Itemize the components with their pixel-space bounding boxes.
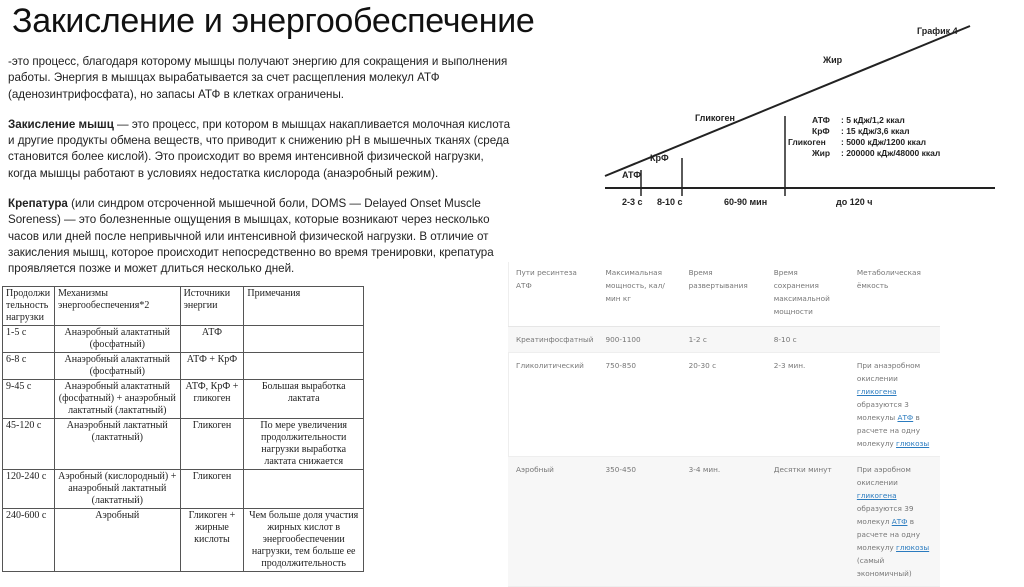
table-cell: Анаэробный лактатный (лактатный) [54, 419, 180, 470]
capacity-cell [849, 353, 940, 457]
table-cell: 8-10 с [766, 327, 849, 353]
table-cell: 6-8 с [3, 353, 55, 380]
table-cell: Гликолитический [508, 353, 598, 457]
header-cell: Метаболическая ёмкость [849, 262, 940, 327]
table-cell: 2-3 мин. [766, 353, 849, 457]
table-cell [849, 327, 940, 353]
term-krepatura: Крепатура [8, 197, 68, 211]
table-cell [244, 470, 364, 509]
header-cell: Источники энергии [180, 287, 244, 326]
header-cell: Время сохранения максимальной мощности [766, 262, 849, 327]
energy-mechanisms-table [2, 286, 364, 572]
capacity-text: молекул [856, 517, 892, 526]
table-row [3, 470, 364, 509]
capacity-text: образуются 3 [856, 400, 909, 409]
term-acidification: Закисление мышц [8, 117, 114, 131]
atp-link[interactable]: АТФ [891, 517, 908, 526]
capacity-text: расчете на одну [856, 530, 921, 539]
table-header-row [508, 262, 940, 327]
legend-name: КрФ [812, 126, 830, 136]
table-row [508, 327, 940, 353]
table-cell: Аэробный [54, 509, 180, 572]
curve-label-glycogen: Гликоген [695, 113, 735, 123]
table-cell: 350-450 [598, 457, 681, 587]
table-cell: 750-850 [598, 353, 681, 457]
x-tick: 60-90 мин [724, 197, 768, 207]
header-cell: Время развертывания [681, 262, 766, 327]
capacity-line [857, 385, 936, 398]
table-cell: Анаэробный алактатный (фосфатный) [54, 353, 180, 380]
legend-name: АТФ [812, 115, 830, 125]
intro-paragraph-2-text: — это процесс, при котором в мышцах накапливается молочная кислота и другие продукты обмена веществ, что приводит к снижению pH в мышечных тканях (среда становится более кислой). Это происходит во время интенсивной физической нагрузки, когда мышцы работают в условиях недостатка кислорода (анаэробный режим). [8, 117, 511, 180]
table-row [3, 419, 364, 470]
legend-value: : 5 кДж/1,2 ккал [841, 115, 905, 125]
table-cell: Десятки минут [766, 457, 849, 587]
capacity-line [857, 528, 936, 541]
table-cell: Анаэробный алактатный (фосфатный) [54, 326, 180, 353]
glycogen-link[interactable]: гликогена [856, 387, 897, 396]
table-cell [244, 326, 364, 353]
table-cell: АТФ [180, 326, 244, 353]
table-cell: 45-120 с [3, 419, 55, 470]
table-cell: 20-30 с [681, 353, 766, 457]
legend-value: : 200000 кДж/48000 ккал [841, 148, 941, 158]
capacity-line [857, 554, 936, 567]
table-cell: Анаэробный алактатный (фосфатный) + анаэробный лактатный (лактатный) [54, 380, 180, 419]
table-row [508, 353, 940, 457]
table-cell: Аэробный [508, 457, 598, 587]
x-tick: 8-10 с [657, 197, 683, 207]
legend-name: Гликоген [788, 137, 826, 147]
graph-label: График 4 [917, 26, 958, 36]
table-cell: 1-2 с [681, 327, 766, 353]
intro-paragraph-1: -это процесс, благодаря которому мышцы получают энергию для сокращения и выполнения работы. Энергия в мышцах вырабатывается за счет расщепления молекул АТФ (аденозинтрифосфата), но запасы АТФ в клетках ограничены. [8, 55, 508, 101]
table-cell: Креатинфосфатный [508, 327, 598, 353]
curve-label-krf: КрФ [650, 153, 669, 163]
table-row [3, 509, 364, 572]
header-cell: Продолжи тельность нагрузки [3, 287, 55, 326]
intro-paragraph-3 [8, 196, 513, 277]
capacity-line [857, 398, 936, 411]
header-cell: Примечания [244, 287, 364, 326]
table-cell: Гликоген + жирные кислоты [180, 509, 244, 572]
capacity-text: экономичный) [856, 569, 912, 578]
capacity-cell [849, 457, 940, 587]
legend-name: Жир [812, 148, 831, 158]
capacity-line [857, 476, 936, 489]
x-tick: 2-3 с [622, 197, 643, 207]
capacity-line [857, 372, 936, 385]
atp-resynthesis-table [508, 262, 940, 587]
legend-value: : 15 кДж/3,6 ккал [841, 126, 910, 136]
capacity-line [857, 359, 936, 372]
table-header-row [3, 287, 364, 326]
glucose-link[interactable]: глюкозы [896, 439, 930, 448]
glucose-link[interactable]: глюкозы [896, 543, 930, 552]
curve-label-fat: Жир [823, 55, 843, 65]
capacity-line [857, 541, 936, 554]
capacity-text: При анаэробном [856, 361, 921, 370]
table-cell: Гликоген [180, 419, 244, 470]
capacity-text: образуются 39 [856, 504, 914, 513]
table-row [3, 353, 364, 380]
capacity-text: окислении [856, 374, 898, 383]
capacity-line [857, 502, 936, 515]
table-cell: 240-600 с [3, 509, 55, 572]
capacity-text: расчете на одну [856, 426, 921, 435]
table-cell: АТФ, КрФ + гликоген [180, 380, 244, 419]
table-cell: 120-240 с [3, 470, 55, 509]
capacity-line [857, 411, 936, 424]
table-cell: Большая выработка лактата [244, 380, 364, 419]
table-cell: Аэробный (кислородный) + анаэробный лактатный (лактатный) [54, 470, 180, 509]
intro-paragraph-3-text: (или синдром отсроченной мышечной боли, DOMS — Delayed Onset Muscle Soreness) — это болезненные ощущения в мышцах, которые возникают через несколько часов или дней после непривычной или интенсивной физической нагрузки. В отличие от закисления мышц, которое происходит непосредственно во время тренировки, крепатура проявляется позже и может длиться несколько дней. [8, 197, 494, 276]
table-row [3, 380, 364, 419]
curve-label-atf: АТФ [622, 170, 641, 180]
atp-link[interactable]: АТФ [897, 413, 914, 422]
table-cell: 900-1100 [598, 327, 681, 353]
energy-graph [600, 20, 1000, 210]
intro-paragraph-2 [8, 117, 513, 182]
table-cell: 1-5 с [3, 326, 55, 353]
capacity-line [857, 437, 936, 450]
table-cell: Гликоген [180, 470, 244, 509]
x-tick: до 120 ч [836, 197, 873, 207]
intro-text [8, 54, 513, 292]
table-row [508, 457, 940, 587]
glycogen-link[interactable]: гликогена [856, 491, 897, 500]
capacity-text: в [913, 413, 920, 422]
table-cell: 3-4 мин. [681, 457, 766, 587]
capacity-text: (самый [856, 556, 885, 565]
capacity-text: молекулы [856, 413, 898, 422]
table-cell: АТФ + КрФ [180, 353, 244, 380]
header-cell: Механизмы энергообеспечения*2 [54, 287, 180, 326]
capacity-text: молекулу [856, 439, 897, 448]
table-cell: 9-45 с [3, 380, 55, 419]
table-cell [244, 353, 364, 380]
capacity-text: молекулу [856, 543, 897, 552]
page-title: Закисление и энергообеспечение [12, 2, 535, 40]
capacity-line [857, 515, 936, 528]
header-cell: Пути ресинтеза АТФ [508, 262, 598, 327]
capacity-line [857, 489, 936, 502]
header-cell: Максимальная мощность, кал/мин кг [598, 262, 681, 327]
table-cell: По мере увеличения продолжительности нагрузки выработка лактата снижается [244, 419, 364, 470]
capacity-text: в [907, 517, 915, 526]
capacity-text: окислении [856, 478, 898, 487]
capacity-line [857, 424, 936, 437]
capacity-text: При аэробном [856, 465, 911, 474]
capacity-line [857, 463, 936, 476]
table-cell: Чем больше доля участия жирных кислот в энергообеспечении нагрузки, тем больше ее продолжительность [244, 509, 364, 572]
table-row [3, 326, 364, 353]
legend-value: : 5000 кДж/1200 ккал [841, 137, 927, 147]
